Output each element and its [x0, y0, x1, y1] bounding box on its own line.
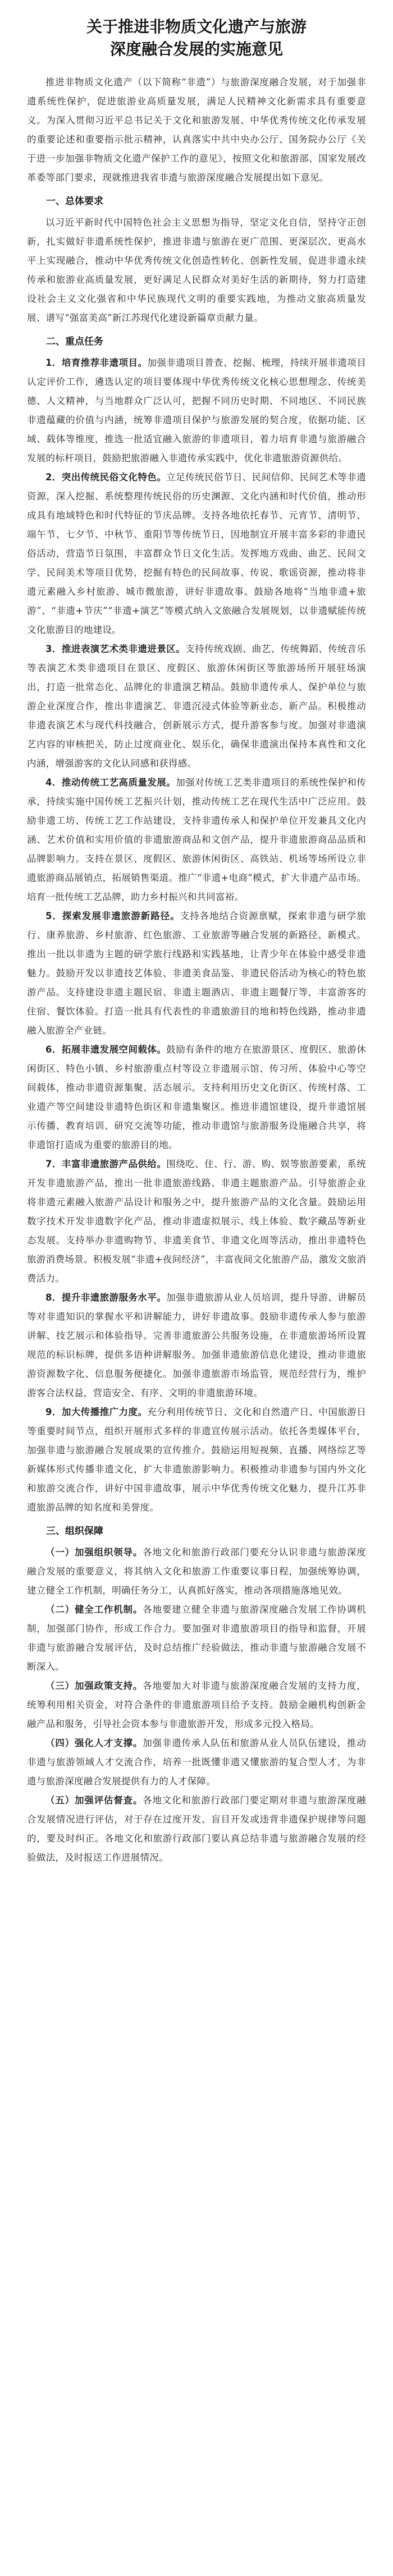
support-item-5-body: 各地文化和旅游行政部门要定期对非遗与旅游深度融合发展情况进行评估，对于存在过度开发、盲目开发或违背非遗保护规律等问题的，要及时纠正。各地文化和旅游行政部门要认真总结非遗与旅游融合发展的经验做法，及时报送工作进展情况。	[27, 1795, 366, 1863]
support-item-2	[27, 1600, 366, 1677]
support-item-3-lead: （三）加强政策支持。	[45, 1680, 143, 1691]
section-1-body: 以习近平新时代中国特色社会主义思想为指导，坚定文化自信，坚持守正创新，扎实做好非遗系统性保护，推进非遗与旅游在更广范围、更深层次、更高水平上实现融合，推动中华优秀传统文化创造性转化、创新性发展，促进非遗永续传承和旅游业高质量发展，更好满足人民群众对美好生活的新期待，努力打造建设社会主义文化强省和中华民族现代文明的重要实践地，为推动文旅高质量发展、谱写“强富美高”新江苏现代化建设新篇章贡献力量。	[27, 217, 366, 323]
document-title-line-1: 关于推进非物质文化遗产与旅游	[86, 17, 307, 36]
task-item-9	[27, 1403, 366, 1517]
section-3-heading: 三、组织保障	[46, 1526, 103, 1537]
support-item-1-lead: （一）加强组织领导。	[45, 1547, 143, 1558]
document-title-line-2: 深度融合发展的实施意见	[109, 40, 283, 58]
task-item-8-lead: 8．提升非遗旅游服务水平。	[45, 1292, 167, 1303]
task-item-3	[27, 640, 366, 773]
support-item-1	[27, 1543, 366, 1600]
section-2-heading: 二、重点任务	[46, 336, 103, 347]
task-item-2-lead: 2．突出传统民俗文化特色。	[45, 472, 167, 483]
support-item-1-body: 各地文化和旅游行政部门要充分认识非遗与旅游深度融合发展的重要意义，将其纳入文化和旅游工作重要议事日程，加强统筹协调，建立健全工作机制，明确任务分工，认真抓好落实，推动各项措施落地见效。	[27, 1547, 366, 1596]
support-item-4	[27, 1734, 366, 1791]
task-item-7	[27, 1155, 366, 1288]
task-item-1-lead: 1．培育推荐非遗项目。	[45, 357, 148, 368]
task-item-6-lead: 6．拓展非遗发展空间载体。	[45, 1044, 167, 1055]
task-item-6	[27, 1040, 366, 1155]
task-item-5-lead: 5．探索发展非遗旅游新路径。	[45, 911, 180, 921]
task-item-5	[27, 907, 366, 1040]
task-item-4-lead: 4．推动传统工艺高质量发展。	[45, 777, 176, 788]
document-title	[27, 16, 366, 61]
support-item-5	[27, 1791, 366, 1867]
support-item-3-body: 各地要加大对非遗与旅游深度融合发展的支持力度，统筹利用相关资金，对符合条件的非遗旅游项目给予支持。鼓励金融机构创新金融产品和服务，引导社会资本参与非遗旅游开发，形成多元投入格局。	[27, 1680, 366, 1729]
task-item-9-lead: 9．加大传播推广力度。	[45, 1407, 148, 1417]
task-item-2-body: 立足传统民俗节日、民间信仰、民间艺术等非遗资源，深入挖掘、系统整理传统民俗的历史渊源、文化内涵和时代价值，推动形成具有地域特色和时代特征的节庆品牌。支持各地依托春节、元宵节、清明节、端午节、七夕节、中秋节、重阳节等传统节日，因地制宜开展丰富多彩的非遗民俗活动，营造节日氛围，丰富群众节日文化生活。发挥地方戏曲、曲艺、民间文学、民间美术等项目优势，挖掘有特色的民间故事、传说、歌谣资源，推动将非遗元素融入乡村旅游、城市微旅游，讲好非遗故事。鼓励各地将“当地非遗+旅游”、“非遗+节庆”“非遗+演艺”等模式纳入文旅融合发展规划，以非遗赋能传统文化旅游目的地建设。	[27, 472, 366, 635]
task-item-8	[27, 1288, 366, 1403]
support-item-2-lead: （二）健全工作机制。	[45, 1604, 143, 1615]
support-item-2-body: 各地要建立健全非遗与旅游深度融合发展工作协调机制，加强部门协作，形成工作合力。要加强对非遗旅游项目的指导和监督，开展非遗与旅游融合发展评估，及时总结推广经验做法，推动非遗与旅游融合发展不断深入。	[27, 1604, 366, 1672]
task-item-5-body: 支持各地结合资源禀赋，探索非遗与研学旅行、康养旅游、乡村旅游、红色旅游、工业旅游等融合发展的新路径、新模式。推出一批以非遗为主题的研学旅行线路和实践基地，让青少年在体验中感受非遗魅力。鼓励开发以非遗技艺体验、非遗美食品鉴、非遗民俗活动为核心的特色旅游产品。支持建设非遗主题民宿、非遗主题酒店、非遗主题餐厅等，丰富游客的住宿、餐饮体验。打造一批具有代表性的非遗旅游目的地和特色线路，推动非遗融入旅游全产业链。	[27, 911, 366, 1036]
support-item-4-body: 加强非遗传承人队伍和旅游从业人员队伍建设，推动非遗与旅游领域人才交流合作，培养一批既懂非遗又懂旅游的复合型人才，为非遗与旅游深度融合发展提供有力的人才保障。	[27, 1738, 366, 1787]
task-item-4	[27, 773, 366, 907]
task-item-7-body: 围绕吃、住、行、游、购、娱等旅游要素，系统开发非遗旅游产品，推出一批非遗旅游线路、非遗主题旅游产品。引导旅游企业将非遗元素融入旅游产品设计和服务之中，提升旅游产品的文化含量。鼓励运用数字技术开发非遗数字化产品，推动非遗虚拟展示、线上体验、数字藏品等新业态发展。支持举办非遗购物节、非遗美食节、非遗文化周等活动，推出非遗特色旅游消费场景。积极发展“非遗+夜间经济”，丰富夜间文化旅游产品，激发文旅消费活力。	[27, 1159, 366, 1284]
section-1-heading: 一、总体要求	[46, 196, 103, 207]
task-item-2	[27, 468, 366, 640]
task-item-7-lead: 7．丰富非遗旅游产品供给。	[45, 1159, 167, 1169]
task-item-6-body: 鼓励有条件的地方在旅游景区、度假区、旅游休闲街区、特色小镇、乡村旅游重点村等设立非遗展示馆、传习所、体验中心等空间载体，推动非遗资源集聚、活态展示。支持利用历史文化街区、传统村落、工业遗产等空间建设非遗特色街区和非遗集聚区。推进非遗馆建设，提升非遗馆展示传播、教育培训、研究交流等功能，推动非遗馆与旅游服务设施融合共享，将非遗馆打造成为重要的旅游目的地。	[27, 1044, 366, 1150]
task-item-9-body: 充分利用传统节日、文化和自然遗产日、中国旅游日等重要时间节点，组织开展形式多样的非遗宣传展示活动。依托各类媒体平台，加强非遗与旅游融合发展成果的宣传推介。鼓励运用短视频、直播、网络综艺等新媒体形式传播非遗文化，扩大非遗旅游影响力。积极推动非遗参与国内外文化和旅游交流合作，讲好中国非遗故事，展示中华优秀传统文化魅力，提升江苏非遗旅游品牌的知名度和美誉度。	[27, 1407, 366, 1513]
task-item-8-body: 加强非遗旅游从业人员培训，提升导游、讲解员等对非遗知识的掌握水平和讲解能力，讲好非遗故事。鼓励非遗传承人参与旅游讲解、技艺展示和体验指导。完善非遗旅游公共服务设施，在非遗旅游场所设置规范的标识标牌，提供多语种讲解服务。加强非遗旅游信息化建设，推动非遗旅游资源数字化、信息服务便捷化。加强非遗旅游市场监管，规范经营行为，维护游客合法权益，营造安全、有序、文明的非遗旅游环境。	[27, 1292, 366, 1398]
task-item-3-body: 支持传统戏剧、曲艺、传统舞蹈、传统音乐等表演艺术类非遗项目在景区、度假区、旅游休闲街区等旅游场所开展驻场演出，打造一批常态化、品牌化的非遗演艺精品。鼓励非遗传承人、保护单位与旅游企业深度合作，推出非遗演艺、非遗沉浸式体验等新业态、新产品。积极推动非遗表演艺术与现代科技融合，创新展示方式，提升游客参与度。加强对非遗演艺内容的审核把关，防止过度商业化、娱乐化，确保非遗演出保持本真性和文化内涵，增强游客的文化认同感和获得感。	[27, 644, 366, 769]
task-item-1-body: 加强非遗项目普查、挖掘、梳理，持续开展非遗项目认定评价工作，遴选认定的项目要体现中华优秀传统文化核心思想理念、传统美德、人文精神，与当地群众广泛认可，把握不同历史时期、不同地区、不同民族非遗蕴藏的价值与内涵，统筹非遗项目保护与旅游发展的契合度，依据功能、区域、载体等维度，推选一批适宜融入旅游的非遗项目，着力培育非遗与旅游融合发展的标杆项目，鼓励把旅游融入非遗传承实践中，优化非遗旅游资源供给。	[27, 357, 366, 463]
intro-paragraph: 推进非物质文化遗产（以下简称“非遗”）与旅游深度融合发展，对于加强非遗系统性保护，促进旅游业高质量发展，满足人民精神文化新需求具有重要意义。为深入贯彻习近平总书记关于文化和旅游发展、中华优秀传统文化传承发展的重要论述和重要指示批示精神，认真落实中共中央办公厅、国务院办公厅《关于进一步加强非物质文化遗产保护工作的意见》，按照文化和旅游部、国家发展改革委等部门要求，现就推进我省非遗与旅游深度融合发展提出如下意见。	[27, 77, 366, 183]
support-item-4-lead: （四）强化人才支撑。	[45, 1738, 143, 1748]
support-item-5-lead: （五）加强评估督查。	[45, 1795, 143, 1806]
task-item-3-lead: 3．推进表演艺术类非遗进景区。	[45, 644, 186, 654]
task-item-1	[27, 353, 366, 468]
task-item-4-body: 加强对传统工艺类非遗项目的系统性保护和传承，持续实施中国传统工艺振兴计划，推动传统工艺在现代生活中广泛应用。鼓励非遗工坊、传统工艺工作站建设，支持非遗传承人和保护单位开发兼具文化内涵、艺术价值和实用价值的非遗旅游商品和文创产品，提升非遗旅游商品品质和品牌影响力。支持在景区、度假区、旅游休闲街区、高铁站、机场等场所设立非遗旅游商品展销点，拓展销售渠道。推广“非遗+电商”模式，扩大非遗产品市场。培育一批传统工艺品牌，助力乡村振兴和共同富裕。	[27, 777, 367, 902]
support-item-3	[27, 1677, 366, 1734]
